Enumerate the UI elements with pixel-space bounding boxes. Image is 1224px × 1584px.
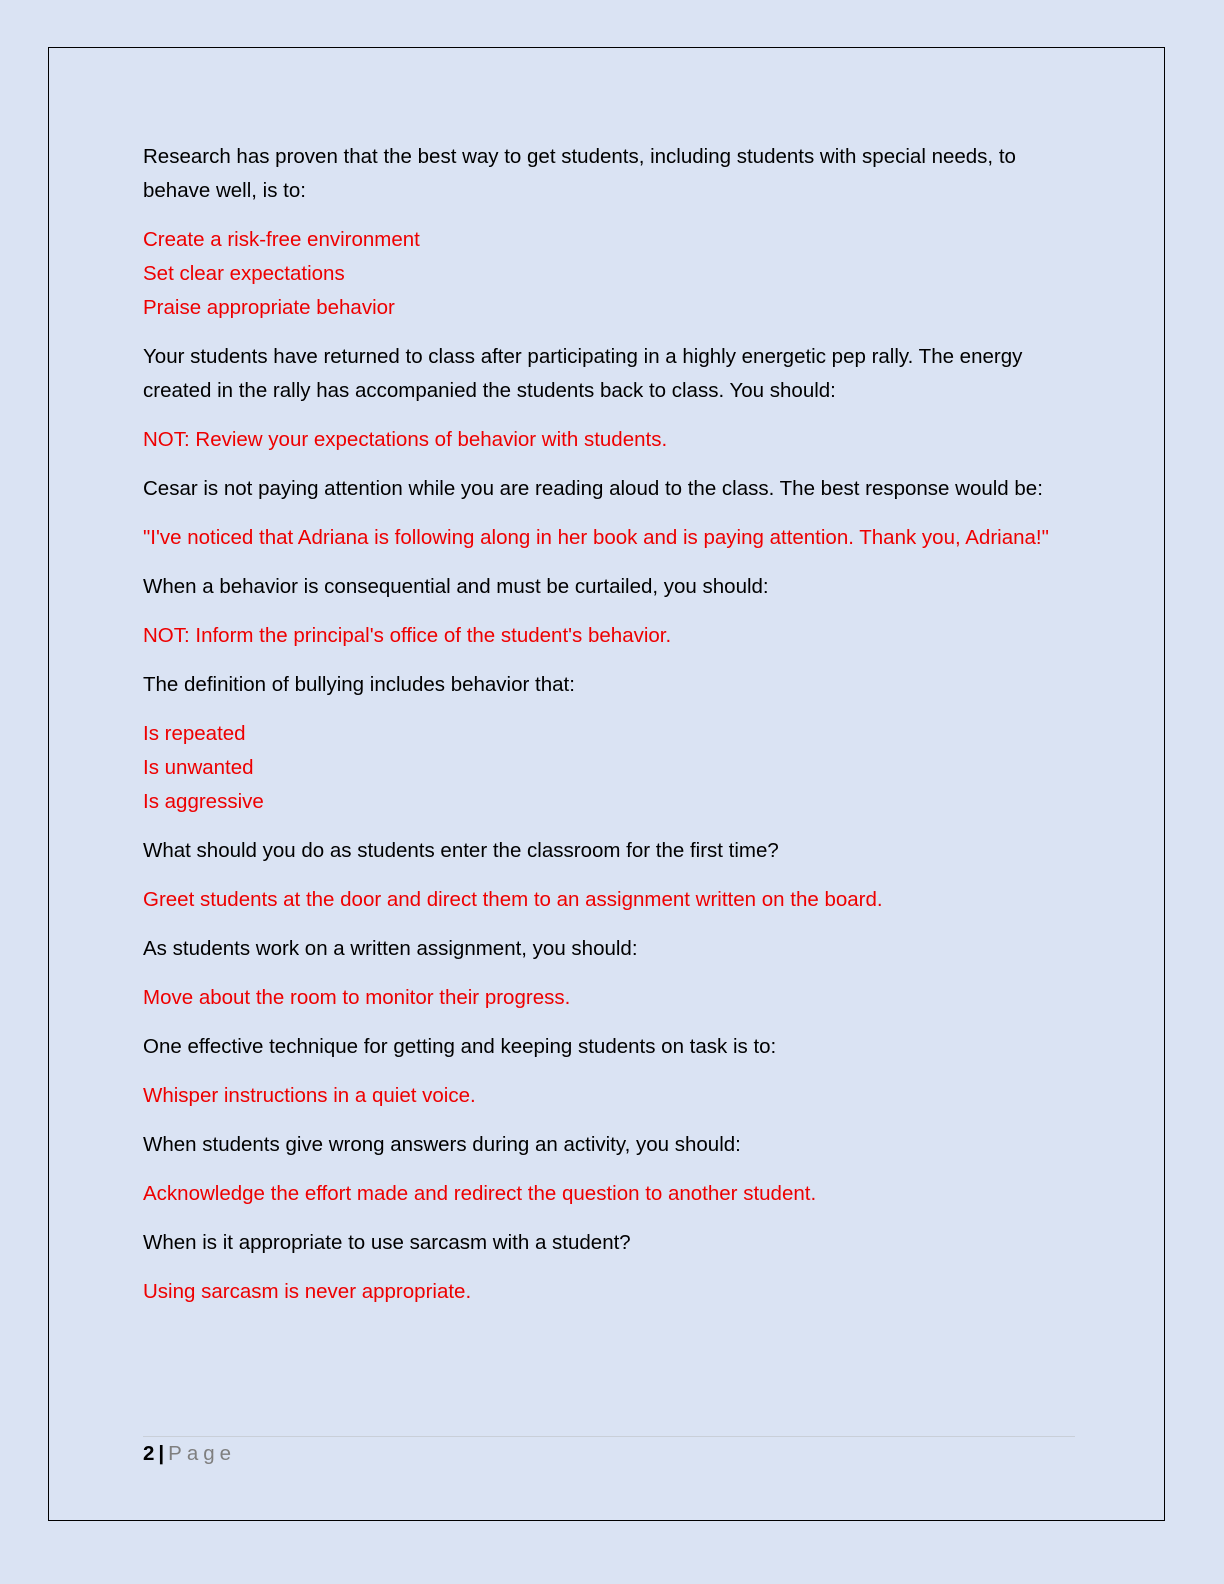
answer-list: [143, 717, 1078, 819]
question-text: When students give wrong answers during an activity, you should:: [143, 1133, 741, 1156]
question-text: What should you do as students enter the classroom for the first time?: [143, 839, 779, 862]
answer-text: NOT: Review your expectations of behavior with students.: [143, 428, 668, 451]
answer-text: Is aggressive: [143, 790, 264, 813]
answer-text: Using sarcasm is never appropriate.: [143, 1280, 472, 1303]
answer-text: Is unwanted: [143, 756, 254, 779]
footer-divider: [143, 1436, 1075, 1437]
question-text: When is it appropriate to use sarcasm with a student?: [143, 1231, 631, 1254]
answer-text: NOT: Inform the principal's office of the student's behavior.: [143, 624, 672, 647]
question-text: Research has proven that the best way to get students, including students with special needs, to behave well, is to:: [143, 145, 1016, 202]
answer-list: [143, 223, 1078, 325]
question-text: As students work on a written assignment, you should:: [143, 937, 638, 960]
answer-text: Whisper instructions in a quiet voice.: [143, 1084, 476, 1107]
page-number: 2: [143, 1442, 155, 1465]
question-text: One effective technique for getting and keeping students on task is to:: [143, 1035, 777, 1058]
page-label: Page: [168, 1442, 237, 1465]
answer-text: Greet students at the door and direct them to an assignment written on the board.: [143, 888, 883, 911]
page-footer: [143, 1439, 236, 1469]
answer-text: Set clear expectations: [143, 262, 345, 285]
answer-text: Create a risk-free environment: [143, 228, 420, 251]
answer-text: "I've noticed that Adriana is following along in her book and is paying attention. Thank you, Adriana!": [143, 526, 1049, 549]
answer-text: Is repeated: [143, 722, 246, 745]
question-text: Cesar is not paying attention while you are reading aloud to the class. The best response would be:: [143, 477, 1043, 500]
answer-text: Acknowledge the effort made and redirect the question to another student.: [143, 1182, 817, 1205]
document-body: [143, 140, 1078, 1324]
answer-text: Move about the room to monitor their progress.: [143, 986, 571, 1009]
question-text: When a behavior is consequential and must be curtailed, you should:: [143, 575, 769, 598]
answer-text: Praise appropriate behavior: [143, 296, 395, 319]
question-text: The definition of bullying includes behavior that:: [143, 673, 575, 696]
footer-separator: |: [158, 1442, 165, 1465]
question-text: Your students have returned to class after participating in a highly energetic pep rally. The energy created in the rally has accompanied the students back to class. You should:: [143, 345, 1023, 402]
